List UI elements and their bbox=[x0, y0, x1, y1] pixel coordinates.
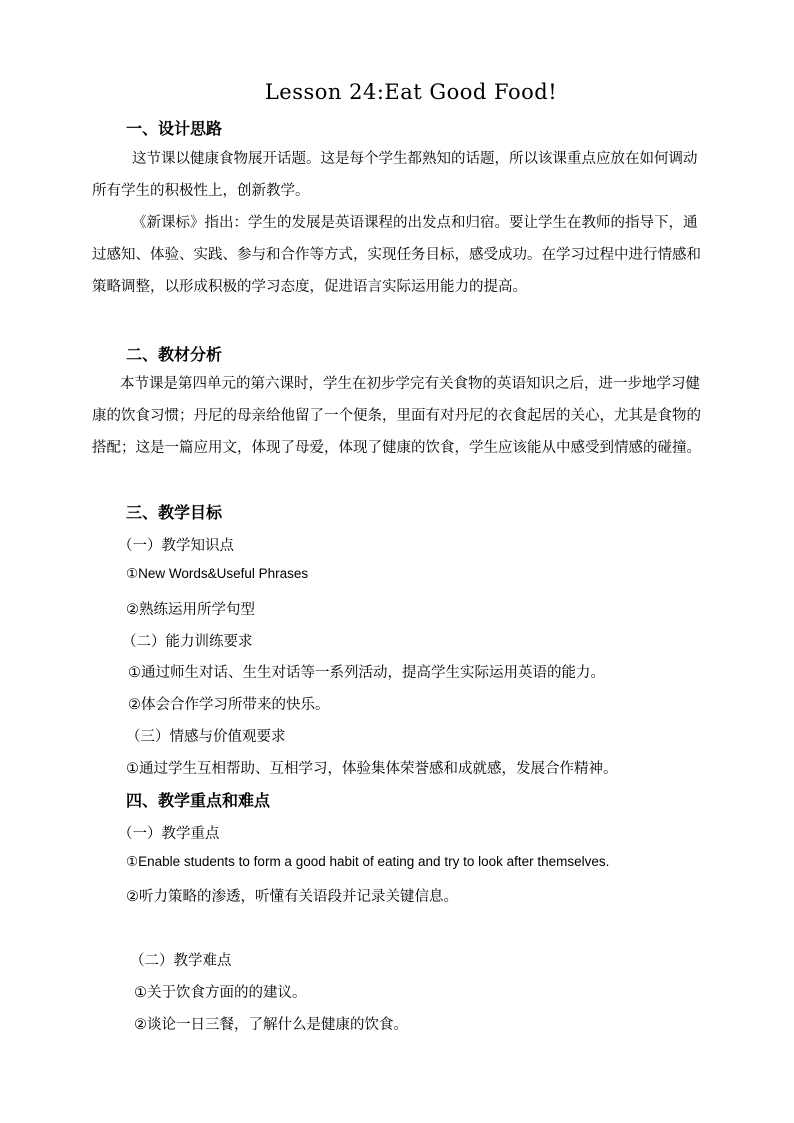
list-item-key-1: ①Enable students to form a good habit of eating and try to look after themselves. bbox=[126, 854, 610, 869]
list-item-knowledge-2: ②熟练运用所学句型 bbox=[126, 602, 255, 618]
list-item-difficulty-1: ①关于饮食方面的的建议。 bbox=[134, 985, 307, 1001]
lesson-title: Lesson 24:Eat Good Food! bbox=[264, 80, 558, 104]
list-item-ability-2: ②体会合作学习所带来的快乐。 bbox=[128, 697, 330, 713]
subheading-ability: （二）能力训练要求 bbox=[122, 634, 253, 650]
paragraph-design-2: 《新课标》指出：学生的发展是英语课程的出发点和归宿。要让学生在教师的指导下，通过感知、体验、实践、参与和合作等方式，实现任务目标，感受成功。在学习过程中进行情感和策略调整，以形成积极的学习态度，促进语言实际运用能力的提高。 bbox=[92, 215, 701, 295]
paragraph-material: 本节课是第四单元的第六课时，学生在初步学完有关食物的英语知识之后，进一步地学习健康的饮食习惯；丹尼的母亲给他留了一个便条，里面有对丹尼的衣食起居的关心，尤其是食物的搭配；这是一篇应用文，体现了母爱，体现了健康的饮食，学生应该能从中感受到情感的碰撞。 bbox=[92, 376, 701, 456]
list-item-difficulty-2: ②谈论一日三餐，了解什么是健康的饮食。 bbox=[134, 1017, 408, 1033]
section-heading-material: 二、教材分析 bbox=[126, 345, 223, 364]
section-heading-objectives: 三、教学目标 bbox=[126, 503, 223, 522]
section-heading-design: 一、设计思路 bbox=[126, 119, 223, 138]
subheading-emotion: （三）情感与价值观要求 bbox=[126, 729, 286, 745]
paragraph-design-1: 这节课以健康食物展开话题。这是每个学生都熟知的话题，所以该课重点应放在如何调动所有学生的积极性上，创新教学。 bbox=[92, 151, 698, 199]
list-item-key-2: ②听力策略的渗透，听懂有关语段并记录关键信息。 bbox=[126, 889, 458, 905]
section-heading-key-points: 四、教学重点和难点 bbox=[126, 791, 271, 810]
subheading-difficulties: （二）教学难点 bbox=[130, 953, 232, 969]
list-item-ability-1: ①通过师生对话、生生对话等一系列活动，提高学生实际运用英语的能力。 bbox=[128, 665, 605, 681]
list-item-knowledge-1: ①New Words&Useful Phrases bbox=[126, 566, 309, 581]
subheading-key-points: （一）教学重点 bbox=[118, 826, 220, 842]
list-item-emotion-1: ①通过学生互相帮助、互相学习，体验集体荣誉感和成就感，发展合作精神。 bbox=[126, 761, 618, 777]
subheading-knowledge: （一）教学知识点 bbox=[118, 538, 234, 554]
